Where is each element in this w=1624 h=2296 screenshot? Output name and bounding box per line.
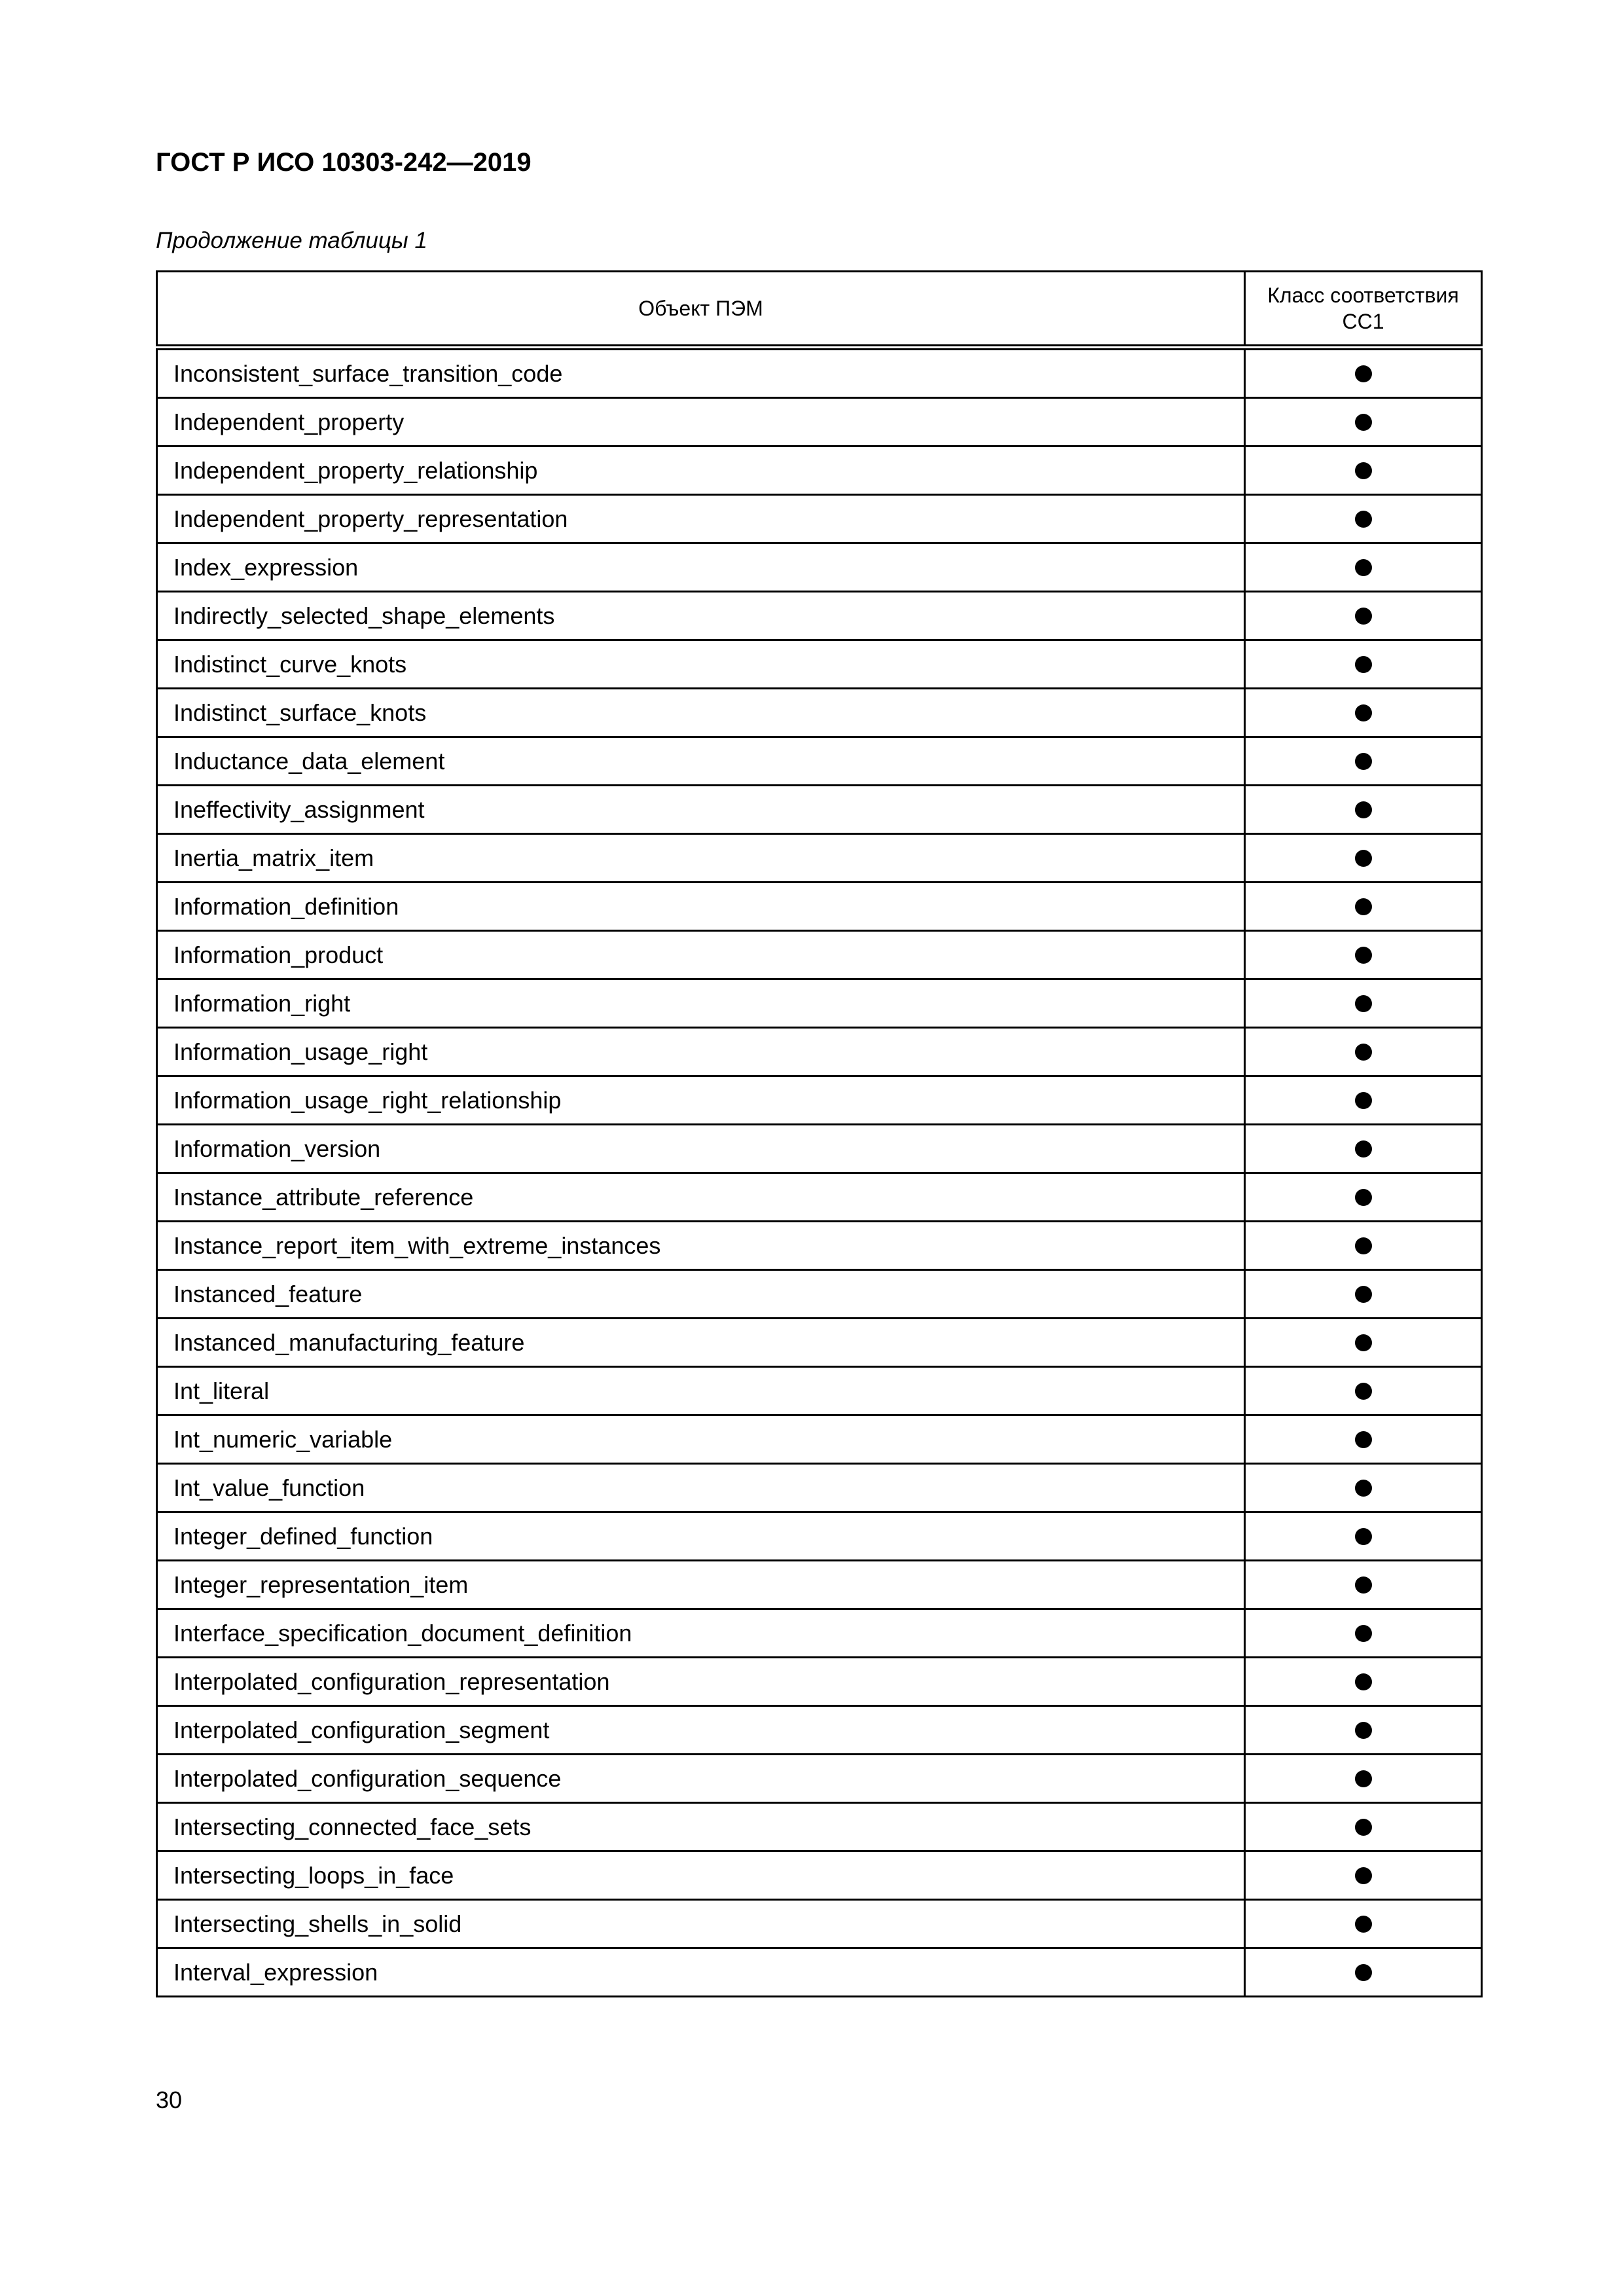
filled-circle-icon xyxy=(1355,1044,1372,1061)
filled-circle-icon xyxy=(1355,1480,1372,1497)
table-row xyxy=(157,786,1482,834)
filled-circle-icon xyxy=(1355,1916,1372,1933)
page-number: 30 xyxy=(156,2086,183,2113)
entity-name-cell: Int_literal xyxy=(157,1367,1245,1415)
entity-name-cell: Interpolated_configuration_sequence xyxy=(157,1755,1245,1803)
conformance-mark-cell xyxy=(1245,1512,1482,1561)
table-row xyxy=(157,1076,1482,1125)
entity-name-cell: Independent_property_relationship xyxy=(157,446,1245,495)
filled-circle-icon xyxy=(1355,898,1372,915)
conformance-mark-cell xyxy=(1245,446,1482,495)
filled-circle-icon xyxy=(1355,1140,1372,1157)
entity-name-cell: Information_product xyxy=(157,931,1245,979)
table-row xyxy=(157,1222,1482,1270)
conformance-mark-cell xyxy=(1245,1222,1482,1270)
table-row xyxy=(157,834,1482,883)
filled-circle-icon xyxy=(1355,995,1372,1012)
entity-name-cell: Indistinct_curve_knots xyxy=(157,640,1245,689)
entity-name-cell: Integer_defined_function xyxy=(157,1512,1245,1561)
column-header-entity: Объект ПЭМ xyxy=(157,272,1245,348)
conformance-mark-cell xyxy=(1245,1706,1482,1755)
filled-circle-icon xyxy=(1355,1625,1372,1642)
conformance-mark-cell xyxy=(1245,931,1482,979)
filled-circle-icon xyxy=(1355,414,1372,431)
filled-circle-icon xyxy=(1355,608,1372,625)
filled-circle-icon xyxy=(1355,511,1372,528)
filled-circle-icon xyxy=(1355,753,1372,770)
table-row xyxy=(157,1173,1482,1222)
table-row xyxy=(157,689,1482,737)
conformance-mark-cell xyxy=(1245,1658,1482,1706)
entity-name-cell: Instanced_manufacturing_feature xyxy=(157,1319,1245,1367)
table-row xyxy=(157,737,1482,786)
entity-name-cell: Inductance_data_element xyxy=(157,737,1245,786)
table-caption: Продолжение таблицы 1 xyxy=(156,228,427,253)
entity-name-cell: Int_numeric_variable xyxy=(157,1415,1245,1464)
conformance-mark-cell xyxy=(1245,834,1482,883)
conformance-mark-cell xyxy=(1245,1948,1482,1997)
conformance-mark-cell xyxy=(1245,1851,1482,1900)
entity-name-cell: Interpolated_configuration_segment xyxy=(157,1706,1245,1755)
conformance-mark-cell xyxy=(1245,737,1482,786)
conformance-mark-cell xyxy=(1245,592,1482,640)
conformance-mark-cell xyxy=(1245,495,1482,543)
entity-name-cell: Instance_report_item_with_extreme_instances xyxy=(157,1222,1245,1270)
table-body xyxy=(157,348,1482,1997)
entity-name-cell: Independent_property_representation xyxy=(157,495,1245,543)
conformance-mark-cell xyxy=(1245,1319,1482,1367)
table-row xyxy=(157,1464,1482,1512)
table-container xyxy=(156,270,1481,1997)
table-row xyxy=(157,1609,1482,1658)
table-row xyxy=(157,1028,1482,1076)
filled-circle-icon xyxy=(1355,801,1372,818)
entity-name-cell: Interval_expression xyxy=(157,1948,1245,1997)
filled-circle-icon xyxy=(1355,1576,1372,1594)
conformance-mark-cell xyxy=(1245,1125,1482,1173)
table-row xyxy=(157,543,1482,592)
table-header-row xyxy=(157,272,1482,348)
table-row xyxy=(157,1706,1482,1755)
filled-circle-icon xyxy=(1355,1286,1372,1303)
entity-name-cell: Interface_specification_document_definition xyxy=(157,1609,1245,1658)
entity-name-cell: Intersecting_connected_face_sets xyxy=(157,1803,1245,1851)
filled-circle-icon xyxy=(1355,1334,1372,1351)
entity-name-cell: Intersecting_shells_in_solid xyxy=(157,1900,1245,1948)
conformance-mark-cell xyxy=(1245,689,1482,737)
filled-circle-icon xyxy=(1355,1673,1372,1690)
filled-circle-icon xyxy=(1355,559,1372,576)
entity-name-cell: Integer_representation_item xyxy=(157,1561,1245,1609)
conformance-mark-cell xyxy=(1245,1561,1482,1609)
table-row xyxy=(157,1415,1482,1464)
table-row xyxy=(157,446,1482,495)
conformance-mark-cell xyxy=(1245,1464,1482,1512)
conformance-mark-cell xyxy=(1245,543,1482,592)
conformance-mark-cell xyxy=(1245,348,1482,398)
filled-circle-icon xyxy=(1355,1867,1372,1884)
filled-circle-icon xyxy=(1355,1431,1372,1448)
table-row xyxy=(157,495,1482,543)
table-row xyxy=(157,1755,1482,1803)
table-row xyxy=(157,1125,1482,1173)
table-row xyxy=(157,1367,1482,1415)
entity-name-cell: Information_usage_right_relationship xyxy=(157,1076,1245,1125)
entity-name-cell: Int_value_function xyxy=(157,1464,1245,1512)
filled-circle-icon xyxy=(1355,1383,1372,1400)
table-row xyxy=(157,1900,1482,1948)
conformance-mark-cell xyxy=(1245,640,1482,689)
filled-circle-icon xyxy=(1355,1189,1372,1206)
filled-circle-icon xyxy=(1355,1819,1372,1836)
filled-circle-icon xyxy=(1355,947,1372,964)
filled-circle-icon xyxy=(1355,365,1372,382)
entity-name-cell: Inconsistent_surface_transition_code xyxy=(157,348,1245,398)
table-row xyxy=(157,883,1482,931)
filled-circle-icon xyxy=(1355,462,1372,479)
conformance-mark-cell xyxy=(1245,398,1482,446)
filled-circle-icon xyxy=(1355,1722,1372,1739)
entity-name-cell: Instanced_feature xyxy=(157,1270,1245,1319)
conformance-mark-cell xyxy=(1245,1173,1482,1222)
conformance-mark-cell xyxy=(1245,1270,1482,1319)
table-row xyxy=(157,1319,1482,1367)
table-row xyxy=(157,592,1482,640)
table-row xyxy=(157,1512,1482,1561)
conformance-mark-cell xyxy=(1245,1609,1482,1658)
entity-name-cell: Ineffectivity_assignment xyxy=(157,786,1245,834)
table-row xyxy=(157,1803,1482,1851)
filled-circle-icon xyxy=(1355,1092,1372,1109)
entity-table xyxy=(156,270,1483,1997)
conformance-mark-cell xyxy=(1245,1028,1482,1076)
document-header: ГОСТ Р ИСО 10303-242—2019 xyxy=(156,148,532,177)
conformance-mark-cell xyxy=(1245,1415,1482,1464)
entity-name-cell: Information_definition xyxy=(157,883,1245,931)
entity-name-cell: Interpolated_configuration_representation xyxy=(157,1658,1245,1706)
conformance-mark-cell xyxy=(1245,1803,1482,1851)
entity-name-cell: Instance_attribute_reference xyxy=(157,1173,1245,1222)
filled-circle-icon xyxy=(1355,1237,1372,1254)
table-row xyxy=(157,1948,1482,1997)
entity-name-cell: Inertia_matrix_item xyxy=(157,834,1245,883)
column-header-conformance-class: Класс соответствия СС1 xyxy=(1245,272,1482,348)
entity-name-cell: Index_expression xyxy=(157,543,1245,592)
table-row xyxy=(157,398,1482,446)
table-row xyxy=(157,348,1482,398)
filled-circle-icon xyxy=(1355,704,1372,721)
conformance-mark-cell xyxy=(1245,1900,1482,1948)
table-row xyxy=(157,931,1482,979)
entity-name-cell: Indirectly_selected_shape_elements xyxy=(157,592,1245,640)
conformance-mark-cell xyxy=(1245,786,1482,834)
entity-name-cell: Independent_property xyxy=(157,398,1245,446)
table-row xyxy=(157,640,1482,689)
conformance-mark-cell xyxy=(1245,979,1482,1028)
entity-name-cell: Indistinct_surface_knots xyxy=(157,689,1245,737)
filled-circle-icon xyxy=(1355,1770,1372,1787)
table-row xyxy=(157,1851,1482,1900)
table-row xyxy=(157,979,1482,1028)
filled-circle-icon xyxy=(1355,1964,1372,1981)
conformance-mark-cell xyxy=(1245,1076,1482,1125)
filled-circle-icon xyxy=(1355,1528,1372,1545)
entity-name-cell: Information_right xyxy=(157,979,1245,1028)
table-row xyxy=(157,1658,1482,1706)
filled-circle-icon xyxy=(1355,850,1372,867)
entity-name-cell: Intersecting_loops_in_face xyxy=(157,1851,1245,1900)
conformance-mark-cell xyxy=(1245,1367,1482,1415)
entity-name-cell: Information_usage_right xyxy=(157,1028,1245,1076)
filled-circle-icon xyxy=(1355,656,1372,673)
conformance-mark-cell xyxy=(1245,883,1482,931)
table-row xyxy=(157,1270,1482,1319)
conformance-mark-cell xyxy=(1245,1755,1482,1803)
table-row xyxy=(157,1561,1482,1609)
entity-name-cell: Information_version xyxy=(157,1125,1245,1173)
